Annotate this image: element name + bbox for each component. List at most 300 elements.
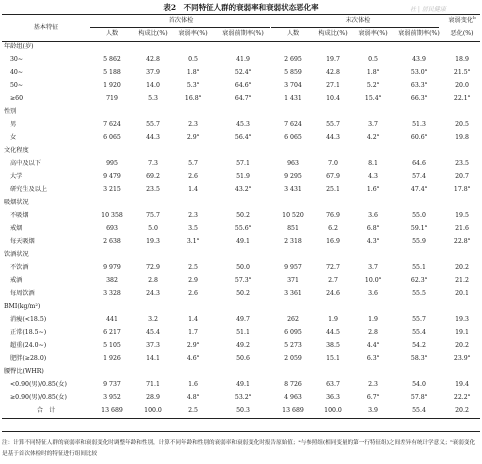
cell-value: 9 737	[103, 381, 121, 388]
section-row	[2, 300, 480, 313]
table-cell	[314, 339, 352, 352]
row-label: 合 计	[36, 407, 56, 414]
table-row	[2, 287, 480, 300]
table-cell	[352, 274, 394, 287]
table-cell	[394, 287, 444, 300]
cell-value: 20.2	[455, 342, 469, 349]
cell-value: 1.8	[186, 69, 197, 76]
cell-value: 55.9	[412, 238, 426, 245]
cell-value: 371	[287, 277, 299, 284]
cell-value: 9 479	[103, 173, 121, 180]
significance-mark: a	[376, 184, 380, 189]
table-cell	[444, 261, 480, 274]
cell-value: 14.0	[146, 82, 160, 89]
cell-value: 3 328	[103, 290, 121, 297]
cell-value: 66.3	[410, 95, 425, 102]
table-cell	[352, 157, 394, 170]
table-cell	[314, 209, 352, 222]
table-cell	[214, 183, 272, 196]
section-row	[2, 105, 480, 118]
table-row	[2, 170, 480, 183]
section-row	[2, 40, 480, 53]
cell-value: 19.3	[146, 238, 160, 245]
table-cell	[394, 118, 444, 131]
cell-value: 693	[106, 225, 118, 232]
cell-value: 2.9	[188, 277, 198, 284]
table-cell	[134, 235, 172, 248]
table-cell	[90, 326, 134, 339]
table-cell	[214, 404, 272, 417]
table-cell	[134, 118, 172, 131]
row-label: 50~	[10, 82, 24, 89]
cell-value: 21.5	[453, 69, 468, 76]
table-cell	[90, 378, 134, 391]
header-last-exam: 末次体检	[345, 17, 371, 24]
cell-value: 3.7	[368, 121, 378, 128]
section-label: 性别	[4, 108, 17, 115]
significance-mark: a	[196, 353, 200, 358]
table-cell	[444, 326, 480, 339]
significance-mark: a	[424, 93, 428, 98]
cell-value: 13 689	[282, 407, 304, 414]
table-row	[2, 222, 480, 235]
table-cell	[314, 53, 352, 66]
table-cell	[352, 378, 394, 391]
table-cell	[394, 131, 444, 144]
table-cell	[352, 287, 394, 300]
table-cell	[90, 53, 134, 66]
cell-value: 2.9	[186, 342, 197, 349]
table-cell	[134, 287, 172, 300]
table-cell	[172, 170, 214, 183]
cell-value: 851	[287, 225, 299, 232]
table-cell	[272, 222, 314, 235]
section-label: 饮酒状况	[4, 251, 29, 258]
cell-value: 13 689	[101, 407, 123, 414]
cell-value: 53.2	[234, 394, 249, 401]
cell-value: 43.9	[412, 56, 426, 63]
table-cell	[394, 183, 444, 196]
table-cell	[134, 391, 172, 404]
table-cell	[90, 313, 134, 326]
table-cell	[352, 339, 394, 352]
significance-mark: a	[248, 93, 252, 98]
significance-mark: a	[196, 392, 200, 397]
header-prefrailty-rate: 衰弱前期率(%)	[398, 30, 440, 37]
cell-value: 3.7	[368, 264, 378, 271]
table-cell	[214, 170, 272, 183]
significance-mark: a	[248, 80, 252, 85]
significance-mark: a	[248, 67, 252, 72]
cell-value: 71.1	[146, 381, 160, 388]
cell-value: 10 358	[101, 212, 123, 219]
cell-value: 3.9	[368, 407, 378, 414]
table-row	[2, 209, 480, 222]
cell-value: 4.4	[366, 342, 377, 349]
table-cell	[90, 222, 134, 235]
cell-value: 67.9	[326, 173, 340, 180]
table-cell	[172, 326, 214, 339]
cell-value: 4 963	[284, 394, 302, 401]
cell-value: 19.5	[455, 212, 469, 219]
table-cell	[90, 92, 134, 105]
table-cell	[314, 118, 352, 131]
cell-value: 2.7	[328, 277, 338, 284]
table-cell	[272, 391, 314, 404]
table-cell	[444, 118, 480, 131]
cell-value: 23.9	[453, 355, 468, 362]
table-cell	[90, 391, 134, 404]
table-cell	[444, 92, 480, 105]
table-cell	[134, 66, 172, 79]
table-row	[2, 53, 480, 66]
table-cell	[394, 274, 444, 287]
cell-value: 4.6	[186, 355, 197, 362]
table-cell	[352, 118, 394, 131]
table-cell	[214, 274, 272, 287]
cell-value: 20.2	[455, 407, 469, 414]
cell-value: 72.9	[146, 264, 160, 271]
table-cell	[272, 79, 314, 92]
cell-value: 6 217	[103, 329, 121, 336]
table-cell	[272, 131, 314, 144]
table-cell	[352, 170, 394, 183]
table-cell	[444, 157, 480, 170]
significance-mark: a	[467, 392, 471, 397]
cell-value: 7.0	[328, 160, 338, 167]
table-footnote: 注：计算不同特征人群的衰弱率和衰弱变化时调整年龄和性别，计算不同年龄和性别的衰弱率和衰弱变化时报告原始值；ᵃ与参照组(相同变量的第一行特征组)之间差异有统计学意义；ᵇ衰弱变化是基于首次体检时的特征进行组间比较	[2, 440, 476, 457]
cell-value: 5 188	[103, 69, 121, 76]
watermark-text: 社 | 居民健康	[410, 6, 446, 13]
header-count: 人数	[286, 30, 300, 37]
table-cell	[90, 131, 134, 144]
cell-value: 8.1	[368, 160, 378, 167]
table-cell	[214, 261, 272, 274]
cell-value: 44.3	[146, 134, 160, 141]
table-cell	[272, 118, 314, 131]
cell-value: 38.5	[326, 342, 340, 349]
table-cell	[314, 352, 352, 365]
row-label: 每周饮酒	[10, 290, 35, 297]
significance-mark: a	[424, 275, 428, 280]
table-cell	[172, 92, 214, 105]
cell-value: 1.9	[328, 316, 338, 323]
cell-value: 55.6	[234, 225, 249, 232]
table-cell	[272, 287, 314, 300]
frailty-table	[2, 14, 480, 417]
cell-value: 1.6	[366, 186, 377, 193]
table-cell	[134, 326, 172, 339]
significance-mark: a	[424, 223, 428, 228]
cell-value: 7 624	[284, 121, 302, 128]
cell-value: 20.7	[455, 173, 469, 180]
cell-value: 10.4	[326, 95, 340, 102]
table-cell	[134, 209, 172, 222]
cell-value: 50.0	[236, 264, 250, 271]
table-cell	[352, 235, 394, 248]
table-cell	[90, 352, 134, 365]
table-cell	[444, 183, 480, 196]
cell-value: 51.1	[236, 329, 250, 336]
row-label: 戒烟	[10, 225, 23, 232]
cell-value: 5.3	[148, 95, 158, 102]
table-cell	[314, 261, 352, 274]
table-cell	[314, 313, 352, 326]
cell-value: 2.8	[368, 329, 378, 336]
row-label: 女	[10, 134, 17, 141]
header-feature: 基本特征	[33, 23, 59, 31]
cell-value: 24.6	[326, 290, 340, 297]
table-cell	[444, 131, 480, 144]
table-cell	[314, 131, 352, 144]
cell-value: 14.1	[146, 355, 160, 362]
table-cell	[444, 222, 480, 235]
section-label: 文化程度	[4, 147, 29, 154]
cell-value: 15.4	[364, 95, 379, 102]
table-cell	[272, 313, 314, 326]
table-cell	[314, 79, 352, 92]
table-cell	[272, 170, 314, 183]
cell-value: 53.0	[410, 69, 425, 76]
row-label: 男	[10, 121, 17, 128]
table-cell	[444, 391, 480, 404]
cell-value: 1 920	[103, 82, 121, 89]
table-cell	[214, 92, 272, 105]
cell-value: 2 695	[284, 56, 302, 63]
table-cell	[214, 222, 272, 235]
cell-value: 42.8	[326, 69, 340, 76]
row-label: 每天吸烟	[10, 238, 35, 245]
cell-value: 10 520	[282, 212, 304, 219]
cell-value: 23.5	[455, 160, 469, 167]
cell-value: 49.2	[236, 342, 250, 349]
table-cell	[352, 66, 394, 79]
cell-value: 55.1	[412, 264, 426, 271]
significance-mark: a	[196, 132, 200, 137]
table-row	[2, 352, 480, 365]
table-cell	[352, 404, 394, 417]
cell-value: 15.1	[326, 355, 340, 362]
row-label: 不吸烟	[10, 212, 29, 219]
row-label: 戒酒	[10, 277, 23, 284]
row-label: 高中及以下	[10, 160, 41, 167]
significance-mark: a	[248, 223, 252, 228]
significance-mark: a	[424, 392, 428, 397]
table-bottom-rule	[2, 431, 480, 432]
cell-value: 20.1	[455, 290, 469, 297]
cell-value: 719	[106, 95, 118, 102]
table-cell	[394, 92, 444, 105]
cell-value: 64.7	[234, 95, 249, 102]
cell-value: 100.0	[324, 407, 342, 414]
cell-value: 18.9	[455, 56, 469, 63]
significance-mark: a	[248, 132, 252, 137]
table-cell	[272, 53, 314, 66]
cell-value: 3 361	[284, 290, 302, 297]
significance-mark: a	[376, 80, 380, 85]
section-label: 年龄组(岁)	[4, 43, 34, 50]
table-cell	[134, 170, 172, 183]
table-cell	[172, 274, 214, 287]
section-row	[2, 248, 480, 261]
table-cell	[90, 118, 134, 131]
cell-value: 262	[287, 316, 299, 323]
table-cell	[172, 66, 214, 79]
table-cell	[314, 92, 352, 105]
cell-value: 55.7	[146, 121, 160, 128]
cell-value: 3.2	[148, 316, 158, 323]
cell-value: 42.8	[146, 56, 160, 63]
table-cell	[134, 404, 172, 417]
significance-mark: a	[196, 340, 200, 345]
table-cell	[134, 339, 172, 352]
cell-value: 2 318	[284, 238, 302, 245]
table-row	[2, 118, 480, 131]
table-row	[2, 183, 480, 196]
significance-mark: a	[376, 132, 380, 137]
cell-value: 27.1	[326, 82, 340, 89]
table-cell	[134, 274, 172, 287]
cell-value: 17.8	[453, 186, 468, 193]
header-ratio: 构成比(%)	[138, 30, 168, 37]
cell-value: 2.8	[148, 277, 158, 284]
table-cell	[172, 222, 214, 235]
cell-value: 52.4	[234, 69, 249, 76]
cell-value: 44.5	[326, 329, 340, 336]
table-row	[2, 92, 480, 105]
significance-mark: a	[467, 353, 471, 358]
cell-value: 22.8	[453, 238, 468, 245]
cell-value: 50.2	[236, 290, 250, 297]
cell-value: 7 624	[103, 121, 121, 128]
table-cell	[314, 378, 352, 391]
cell-value: 19.7	[326, 56, 340, 63]
cell-value: 3 431	[284, 186, 302, 193]
cell-value: 2.3	[188, 212, 198, 219]
cell-value: 2 638	[103, 238, 121, 245]
significance-mark: a	[424, 353, 428, 358]
cell-value: 62.3	[410, 277, 425, 284]
table-cell	[394, 79, 444, 92]
significance-mark: a	[376, 67, 380, 72]
table-cell	[444, 235, 480, 248]
header-ratio: 构成比(%)	[318, 30, 348, 37]
significance-mark: a	[248, 392, 252, 397]
table-cell	[394, 209, 444, 222]
cell-value: 382	[106, 277, 118, 284]
header-frailty-rate: 衰弱率(%)	[358, 30, 388, 37]
table-cell	[134, 92, 172, 105]
table-row	[2, 326, 480, 339]
table-cell	[214, 339, 272, 352]
cell-value: 37.3	[146, 342, 160, 349]
table-cell	[314, 222, 352, 235]
row-label: <0.90(男)/0.85(女)	[10, 381, 67, 388]
cell-value: 3.1	[186, 238, 197, 245]
table-cell	[444, 287, 480, 300]
cell-value: 6 065	[103, 134, 121, 141]
cell-value: 37.9	[146, 69, 160, 76]
table-cell	[352, 326, 394, 339]
cell-value: 19.3	[455, 316, 469, 323]
cell-value: 69.2	[146, 173, 160, 180]
table-cell	[444, 66, 480, 79]
cell-value: 5 862	[103, 56, 121, 63]
table-cell	[272, 261, 314, 274]
table-cell	[172, 53, 214, 66]
table-cell	[272, 66, 314, 79]
table-cell	[272, 235, 314, 248]
table-cell	[352, 222, 394, 235]
table-cell	[314, 170, 352, 183]
cell-value: 1.4	[188, 316, 198, 323]
table-cell	[394, 391, 444, 404]
cell-value: 56.4	[234, 134, 249, 141]
cell-value: 55.7	[412, 316, 426, 323]
significance-mark: a	[196, 80, 200, 85]
table-cell	[444, 274, 480, 287]
table-cell	[272, 209, 314, 222]
cell-value: 5.2	[366, 82, 377, 89]
table-cell	[172, 378, 214, 391]
table-cell	[272, 326, 314, 339]
table-cell	[272, 274, 314, 287]
table-cell	[352, 131, 394, 144]
table-caption: 表2 不同特征人群的衰弱率和衰弱状态恶化率	[163, 3, 319, 12]
cell-value: 1.7	[188, 329, 198, 336]
cell-value: 75.7	[146, 212, 160, 219]
table-cell	[444, 339, 480, 352]
table-cell	[90, 66, 134, 79]
cell-value: 55.7	[326, 121, 340, 128]
row-label: 消瘦(<18.5)	[10, 316, 47, 323]
cell-value: 20.0	[455, 82, 469, 89]
table-row	[2, 274, 480, 287]
row-label: 正常(18.5~)	[10, 329, 47, 336]
cell-value: 100.0	[144, 407, 162, 414]
row-label: 超重(24.0~)	[10, 342, 47, 349]
cell-value: 5 859	[284, 69, 302, 76]
table-cell	[314, 404, 352, 417]
cell-value: 19.1	[455, 329, 469, 336]
cell-value: 0.5	[368, 56, 378, 63]
table-cell	[134, 183, 172, 196]
cell-value: 441	[106, 316, 118, 323]
cell-value: 22.1	[453, 95, 468, 102]
table-cell	[134, 53, 172, 66]
cell-value: 60.6	[410, 134, 425, 141]
cell-value: 51.9	[236, 173, 250, 180]
table-cell	[394, 313, 444, 326]
section-row	[2, 365, 480, 378]
table-cell	[90, 287, 134, 300]
table-cell	[394, 157, 444, 170]
significance-mark: a	[248, 184, 252, 189]
cell-value: 57.1	[236, 160, 250, 167]
cell-value: 6.7	[366, 394, 377, 401]
table-cell	[314, 391, 352, 404]
table-row	[2, 313, 480, 326]
table-cell	[214, 79, 272, 92]
table-cell	[172, 118, 214, 131]
row-label: 30~	[10, 56, 24, 63]
cell-value: 963	[287, 160, 299, 167]
significance-mark: a	[467, 184, 471, 189]
table-cell	[134, 79, 172, 92]
cell-value: 1 926	[103, 355, 121, 362]
cell-value: 4.8	[186, 394, 197, 401]
table-row	[2, 66, 480, 79]
